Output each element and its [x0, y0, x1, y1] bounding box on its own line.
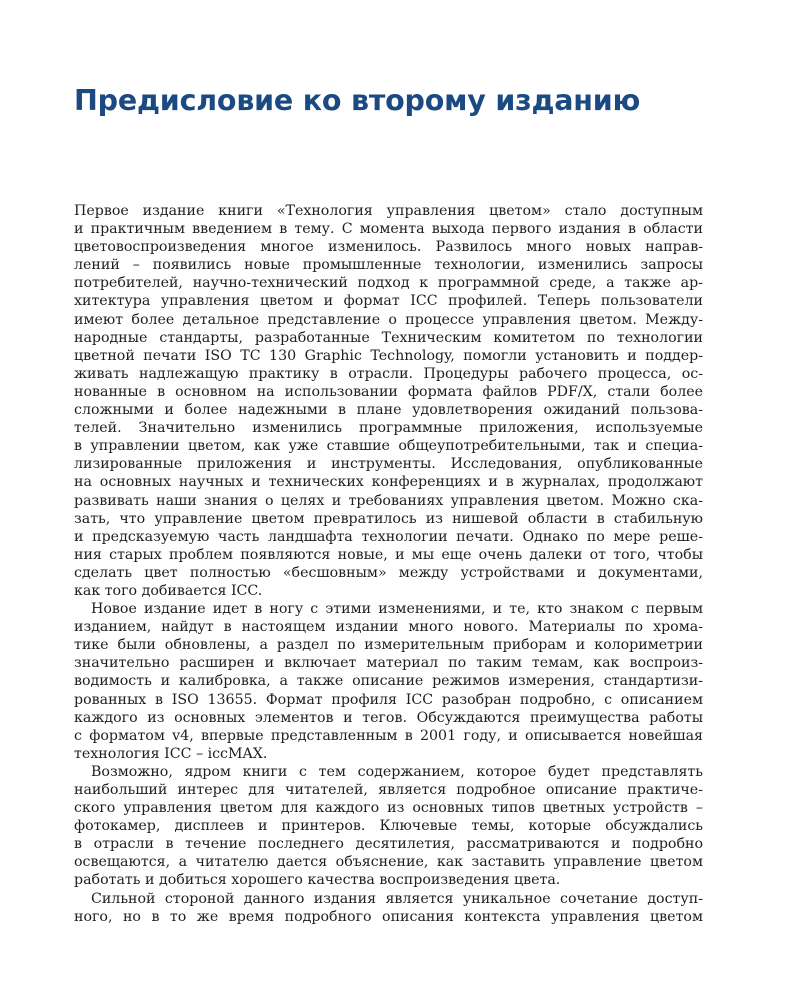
text-line: телей. Значительно изменились программные приложения, используемые — [74, 420, 703, 437]
text-line: Новое издание идет в ногу с этими изменениями, и те, кто знаком с первым — [91, 601, 703, 618]
text-line: потребителей, научно-технический подход к программной среде, а также ар- — [74, 275, 703, 292]
paragraph — [74, 763, 703, 890]
text-line: фотокамер, дисплеев и принтеров. Ключевые темы, которые обсуждались — [74, 818, 703, 835]
paragraph — [74, 600, 703, 763]
text-line: имеют более детальное представление о процессе управления цветом. Между- — [74, 311, 703, 328]
text-line: цветной печати ISO TC 130 Graphic Technology, помогли установить и поддер- — [74, 347, 703, 364]
text-line: сложными и более надежными в плане удовлетворения ожиданий пользова- — [74, 402, 703, 419]
body-text — [74, 202, 703, 926]
text-line: как того добивается ICC. — [74, 582, 263, 599]
text-line: цветовоспроизведения многое изменилось. Развилось много новых направ- — [74, 239, 703, 256]
text-line: лизированные приложения и инструменты. Исследования, опубликованные — [74, 456, 703, 473]
text-line: в отрасли в течение последнего десятилетия, рассматриваются и подробно — [74, 836, 703, 853]
text-line: и практичным введением в тему. С момента выхода первого издания в области — [74, 221, 703, 238]
paragraph — [74, 890, 703, 926]
text-line: в управлении цветом, как уже ставшие общеупотребительными, так и специа- — [74, 438, 703, 455]
text-line: освещаются, а читателю дается объяснение, как заставить управление цветом — [74, 854, 703, 871]
text-line: ния старых проблем появляются новые, и мы еще очень далеки от того, чтобы — [74, 546, 703, 563]
text-line: рованных в ISO 13655. Формат профиля ICC разобран подробно, с описанием — [74, 691, 703, 708]
text-line: Возможно, ядром книги с тем содержанием, которое будет представлять — [91, 763, 703, 780]
text-line: каждого из основных элементов и тегов. Обсуждаются преимущества работы — [74, 709, 703, 726]
text-line: Сильной стороной данного издания является уникальное сочетание доступ- — [91, 890, 703, 907]
page-title: Предисловие ко второму изданию — [74, 84, 641, 117]
text-line: лений – появились новые промышленные технологии, изменились запросы — [74, 257, 703, 274]
text-line: и предсказуемую часть ландшафта технологии печати. Однако по мере реше- — [74, 528, 703, 545]
text-line: значительно расширен и включает материал по таким темам, как воспроиз- — [74, 655, 703, 672]
text-line: технология ICC – iccMAX. — [74, 745, 268, 762]
text-line: зать, что управление цветом превратилось из нишевой области в стабильную — [74, 510, 703, 527]
text-line: изданием, найдут в настоящем издании много нового. Материалы по хрома- — [74, 619, 703, 636]
text-line: Первое издание книги «Технология управления цветом» стало доступным — [74, 203, 703, 219]
text-line: живать надлежащую практику в отрасли. Процедуры рабочего процесса, ос- — [74, 365, 703, 382]
paragraph — [74, 202, 703, 600]
text-line: ного, но в то же время подробного описания контекста управления цветом — [74, 908, 703, 925]
text-line: народные стандарты, разработанные Техническим комитетом по технологии — [74, 329, 703, 346]
text-line: наибольший интерес для читателей, является подробное описание практиче- — [74, 782, 703, 798]
text-line: работать и добиться хорошего качества воспроизведения цвета. — [74, 872, 561, 889]
text-line: ского управления цветом для каждого из основных типов цветных устройств – — [74, 800, 703, 817]
text-line: сделать цвет полностью «бесшовным» между устройствами и документами, — [74, 564, 703, 581]
text-line: на основных научных и технических конференциях и в журналах, продолжают — [74, 474, 703, 491]
text-line: хитектура управления цветом и формат ICC профилей. Теперь пользователи — [74, 293, 703, 310]
text-line: нованные в основном на использовании формата файлов PDF/X, стали более — [74, 383, 703, 400]
text-line: водимость и калибровка, а также описание режимов измерения, стандартизи- — [74, 673, 703, 690]
text-line: тике были обновлены, а раздел по измерительным приборам и колориметрии — [74, 637, 703, 654]
text-line: с форматом v4, впервые представленным в 2001 году, и описывается новейшая — [74, 727, 703, 744]
text-line: развивать наши знания о целях и требованиях управления цветом. Можно ска- — [74, 492, 703, 509]
